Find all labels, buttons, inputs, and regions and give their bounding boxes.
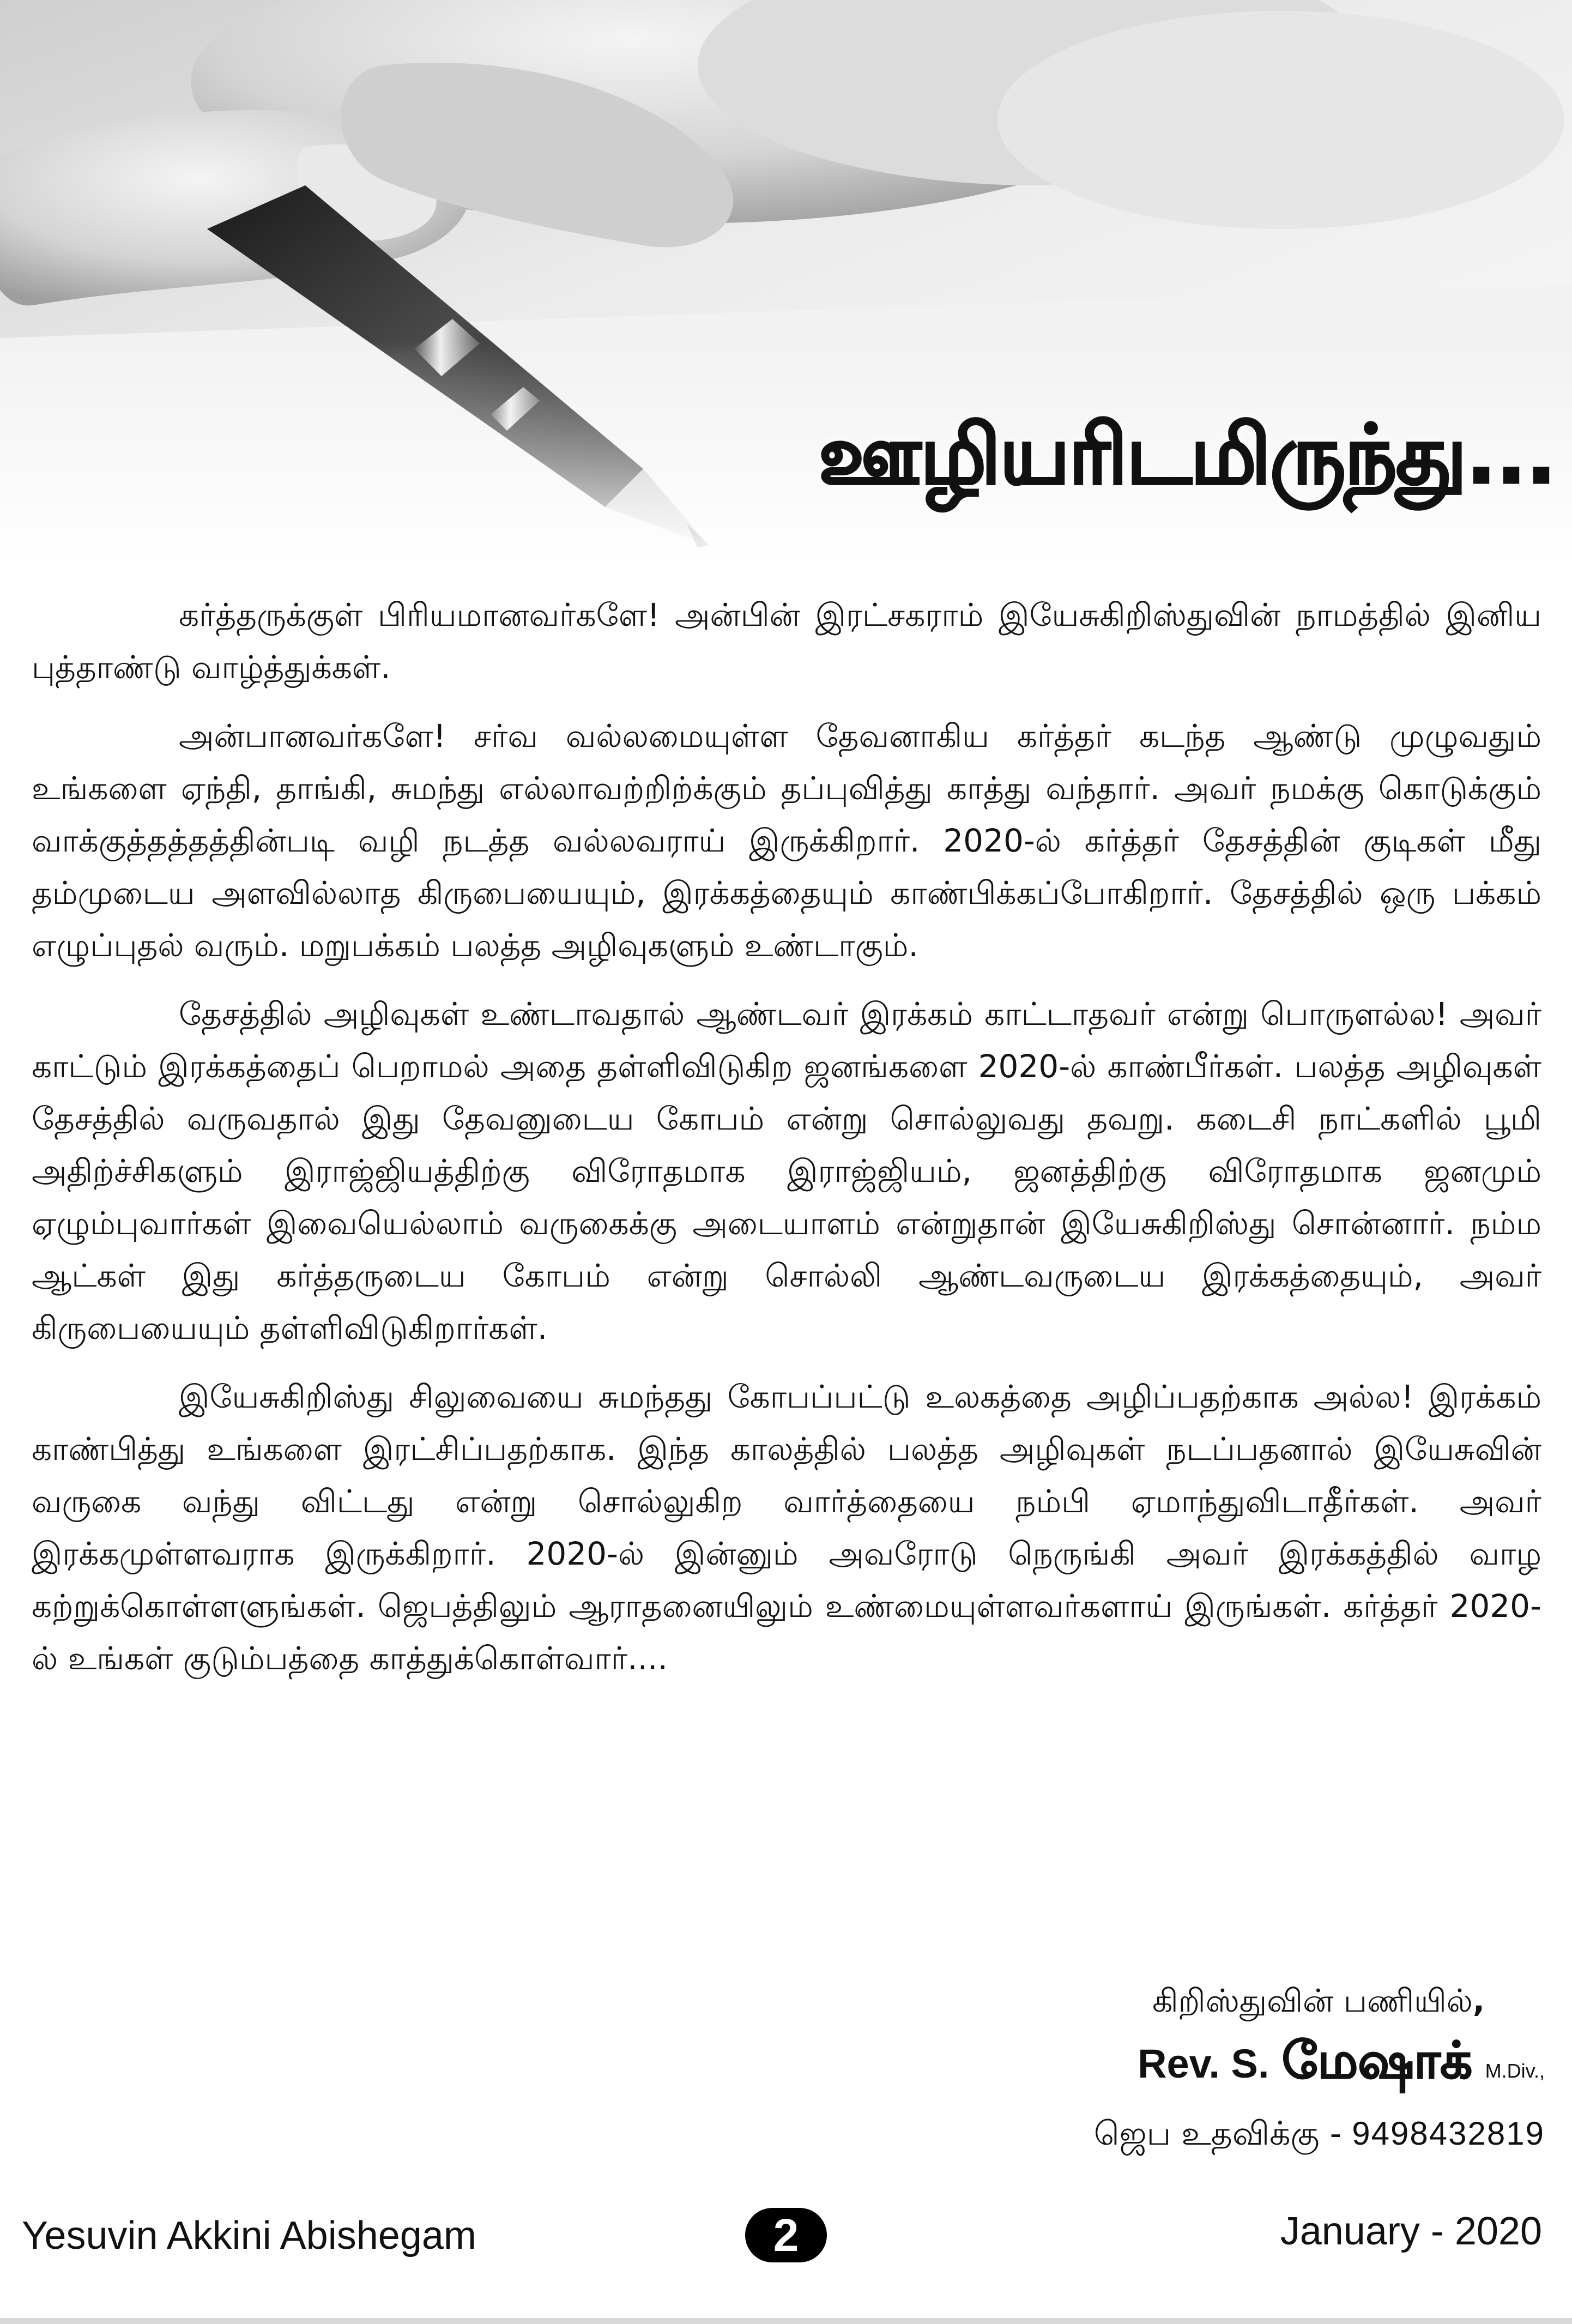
publication-name: Yesuvin Akkini Abishegam (22, 2214, 476, 2257)
section-title: ஊழியரிடமிருந்து... (818, 408, 1556, 503)
paragraph-blessing: அன்பானவர்களே! சர்வ வல்லமையுள்ள தேவனாகிய கர்த்தர் கடந்த ஆண்டு முழுவதும் உங்களை ஏந்தி, தாங்கி, சுமந்து எல்லாவற்றிற்க்கும் தப்புவித்து காத்து வந்தார். அவர் நமக்கு கொடுக்கும் வாக்குத்தத்தத்தின்படி வழி நடத்த வல்லவராய் இருக்கிறார். 2020-ல் கர்த்தர் தேசத்தின் குடிகள் மீது தம்முடைய அளவில்லாத கிருபையையும், இரக்கத்தையும் காண்பிக்கப்போகிறார். தேசத்தில் ஒரு பக்கம் எழுப்புதல் வரும். மறுபக்கம் பலத்த அழிவுகளும் உண்டாகும். (32, 717, 1541, 964)
degree: M.Div., (1485, 2060, 1545, 2082)
issue-date: January - 2020 (1280, 2210, 1542, 2253)
closing-text: கிறிஸ்துவின் பணியில் (1152, 1982, 1473, 2019)
bottom-divider (0, 2318, 1572, 2324)
page-number-badge: 2 (745, 2208, 827, 2262)
closing-punctuation: , (1472, 1982, 1485, 2019)
paragraph-encouragement: இயேசுகிறிஸ்து சிலுவையை சுமந்தது கோபப்பட்டு உலகத்தை அழிப்பதற்காக அல்ல! இரக்கம் காண்பித்து உங்களை இரட்சிப்பதற்காக. இந்த காலத்தில் பலத்த அழிவுகள் நடப்பதனால் இயேசுவின் வருகை வந்து விட்டது என்று சொல்லுகிற வார்த்தையை நம்பி ஏமாந்துவிடாதீர்கள். அவர் இரக்கமுள்ளவராக இருக்கிறார். 2020-ல் இன்னும் அவரோடு நெருங்கி அவர் இரக்கத்தில் வாழ கற்றுக்கொள்ளளுங்கள். ஜெபத்திலும் ஆராதனையிலும் உண்மையுள்ளவர்களாய் இருங்கள். கர்த்தர் 2020-ல் உங்கள் குடும்பத்தை காத்துக்கொள்வார்.... (32, 1378, 1541, 1677)
signature-block (945, 1973, 1545, 2164)
name-prefix: Rev. S. (1138, 2041, 1269, 2086)
paragraph-warning: தேசத்தில் அழிவுகள் உண்டாவதால் ஆண்டவர் இரக்கம் காட்டாதவர் என்று பொருளல்ல! அவர் காட்டும் இரக்கத்தைப் பெறாமல் அதை தள்ளிவிடுகிற ஜனங்களை 2020-ல் காண்பீர்கள். பலத்த அழிவுகள் தேசத்தில் வருவதால் இது தேவனுடைய கோபம் என்று சொல்லுவது தவறு. கடைசி நாட்களில் பூமி அதிற்ச்சிகளும் இராஜ்ஜியத்திற்கு விரோதமாக இராஜ்ஜியம், ஜனத்திற்கு விரோதமாக ஜனமும் ஏழும்புவார்கள் இவையெல்லாம் வருகைக்கு அடையாளம் என்றுதான் இயேசுகிறிஸ்து சொன்னார். நம்ம ஆட்கள் இது கர்த்தருடைய கோபம் என்று சொல்லி ஆண்டவருடைய இரக்கத்தையும், அவர் கிருபையையும் தள்ளிவிடுகிறார்கள். (32, 995, 1541, 1347)
name-tamil: மேஷாக் (1281, 2031, 1473, 2090)
prayer-label: ஜெப உதவிக்கு - (1093, 2115, 1342, 2153)
letter-body (32, 589, 1541, 1701)
signature-name (945, 2028, 1545, 2104)
header-photo (0, 0, 1572, 567)
signature-closing (945, 1973, 1545, 2028)
phone-number[interactable]: 9498432819 (1352, 2115, 1545, 2152)
prayer-contact (945, 2104, 1545, 2164)
paragraph-greeting: கர்த்தருக்குள் பிரியமானவர்களே! அன்பின் இரட்சகராம் இயேசுகிறிஸ்துவின் நாமத்தில் இனிய புத்தாண்டு வாழ்த்துக்கள். (32, 596, 1541, 686)
